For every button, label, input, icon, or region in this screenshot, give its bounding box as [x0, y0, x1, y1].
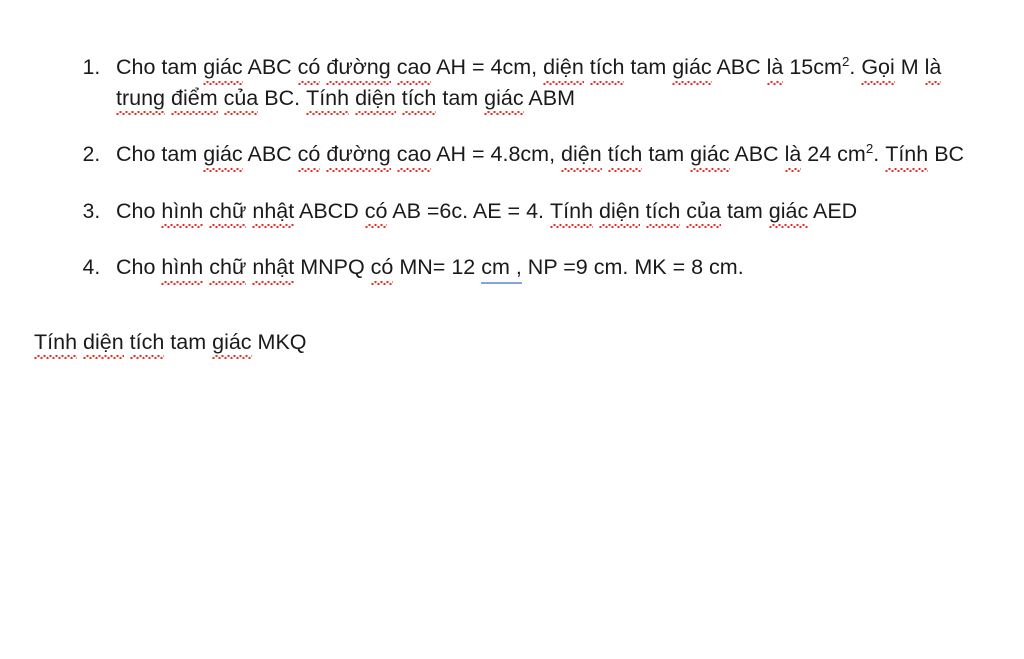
text-run: 15cm	[783, 55, 842, 79]
spellcheck-word[interactable]: cao	[397, 52, 432, 83]
spellcheck-word[interactable]: Tính	[885, 139, 928, 170]
spellcheck-word[interactable]: có	[365, 196, 388, 227]
spellcheck-word[interactable]: Tính	[550, 196, 593, 227]
text-run: tam	[436, 85, 485, 110]
question-item	[106, 139, 994, 170]
text-run: Cho	[116, 255, 162, 280]
text-run: tam	[642, 142, 691, 167]
question-item	[106, 196, 994, 227]
text-run: tam	[720, 198, 769, 223]
text-run: AED	[808, 198, 858, 223]
text-run: MN= 12	[393, 255, 482, 280]
unit-exponent: 2	[841, 53, 850, 69]
spellcheck-word[interactable]: hình	[161, 196, 203, 227]
spellcheck-word[interactable]: của	[686, 196, 721, 227]
text-run: AH = 4cm,	[431, 55, 544, 79]
text-run: 24 cm	[801, 142, 866, 167]
spellcheck-word[interactable]: giác	[203, 139, 242, 170]
trailer-paragraph	[34, 327, 994, 358]
spellcheck-word[interactable]: giác	[203, 52, 242, 83]
spellcheck-word[interactable]: tích	[608, 139, 643, 170]
spellcheck-word[interactable]: chữ	[209, 196, 246, 227]
spellcheck-word[interactable]: chữ	[209, 252, 246, 283]
spellcheck-word[interactable]: giác	[690, 139, 729, 170]
spellcheck-word[interactable]: tích	[646, 196, 681, 227]
question-text	[116, 255, 744, 279]
text-run: ABC	[729, 142, 785, 167]
question-item	[106, 252, 994, 283]
text-run: AB =6c. AE = 4.	[387, 198, 550, 223]
spellcheck-word[interactable]: nhật	[252, 196, 294, 227]
spellcheck-word[interactable]: tích	[590, 52, 625, 83]
text-run: NP =9 cm. MK = 8 cm.	[521, 255, 744, 280]
spellcheck-word[interactable]: giác	[212, 327, 251, 358]
spellcheck-word[interactable]: có	[371, 252, 394, 283]
question-text	[116, 55, 941, 110]
question-list	[34, 52, 994, 283]
spellcheck-word[interactable]: là	[785, 139, 802, 170]
text-run: BC	[928, 142, 965, 167]
text-run: BC.	[258, 85, 307, 110]
unit-exponent: 2	[865, 140, 874, 156]
spellcheck-word[interactable]: diện	[561, 139, 602, 170]
spellcheck-word[interactable]: diện	[83, 327, 124, 358]
spellcheck-word[interactable]: diện	[355, 83, 396, 114]
spellcheck-word[interactable]: đường	[326, 139, 390, 170]
spellcheck-word[interactable]: giác	[672, 52, 711, 83]
question-text	[116, 199, 857, 223]
spellcheck-word[interactable]: Tính	[306, 83, 349, 114]
spellcheck-word[interactable]: là	[767, 52, 784, 83]
text-run: MKQ	[251, 329, 307, 354]
text-run: ABC	[242, 55, 298, 79]
text-run: Cho tam	[116, 55, 204, 79]
grammar-suggestion-word[interactable]: cm ,	[481, 252, 522, 283]
spellcheck-word[interactable]: có	[298, 52, 321, 83]
text-run: .	[873, 142, 886, 167]
spellcheck-word[interactable]: có	[298, 139, 321, 170]
text-run: ABC	[242, 142, 298, 167]
text-run: .	[849, 55, 862, 79]
text-run: ABCD	[294, 198, 365, 223]
spellcheck-word[interactable]: tích	[130, 327, 165, 358]
spellcheck-word[interactable]: đường	[326, 52, 390, 83]
question-text	[116, 142, 964, 166]
text-run: AH = 4.8cm,	[431, 142, 562, 167]
spellcheck-word[interactable]: là	[925, 52, 942, 83]
spellcheck-word[interactable]: diện	[543, 52, 584, 83]
spellcheck-word[interactable]: của	[224, 83, 259, 114]
spellcheck-word[interactable]: Gọi	[861, 52, 894, 83]
spellcheck-word[interactable]: hình	[161, 252, 203, 283]
text-run: ABM	[523, 85, 576, 110]
spellcheck-word[interactable]: giác	[484, 83, 523, 114]
spellcheck-word[interactable]: cao	[397, 139, 432, 170]
spellcheck-word[interactable]: Tính	[34, 327, 77, 358]
text-run: tam	[624, 55, 673, 79]
spellcheck-word[interactable]: nhật	[252, 252, 294, 283]
text-run: ABC	[711, 55, 767, 79]
spellcheck-word[interactable]: diện	[599, 196, 640, 227]
text-run: MNPQ	[294, 255, 371, 280]
spellcheck-word[interactable]: giác	[769, 196, 808, 227]
text-run: Cho tam	[116, 142, 204, 167]
text-run: Cho	[116, 198, 162, 223]
text-run: M	[894, 55, 925, 79]
question-item	[106, 52, 994, 113]
spellcheck-word[interactable]: trung	[116, 83, 165, 114]
text-run: tam	[164, 329, 213, 354]
spellcheck-word[interactable]: điểm	[171, 83, 218, 114]
spellcheck-word[interactable]: tích	[402, 83, 437, 114]
